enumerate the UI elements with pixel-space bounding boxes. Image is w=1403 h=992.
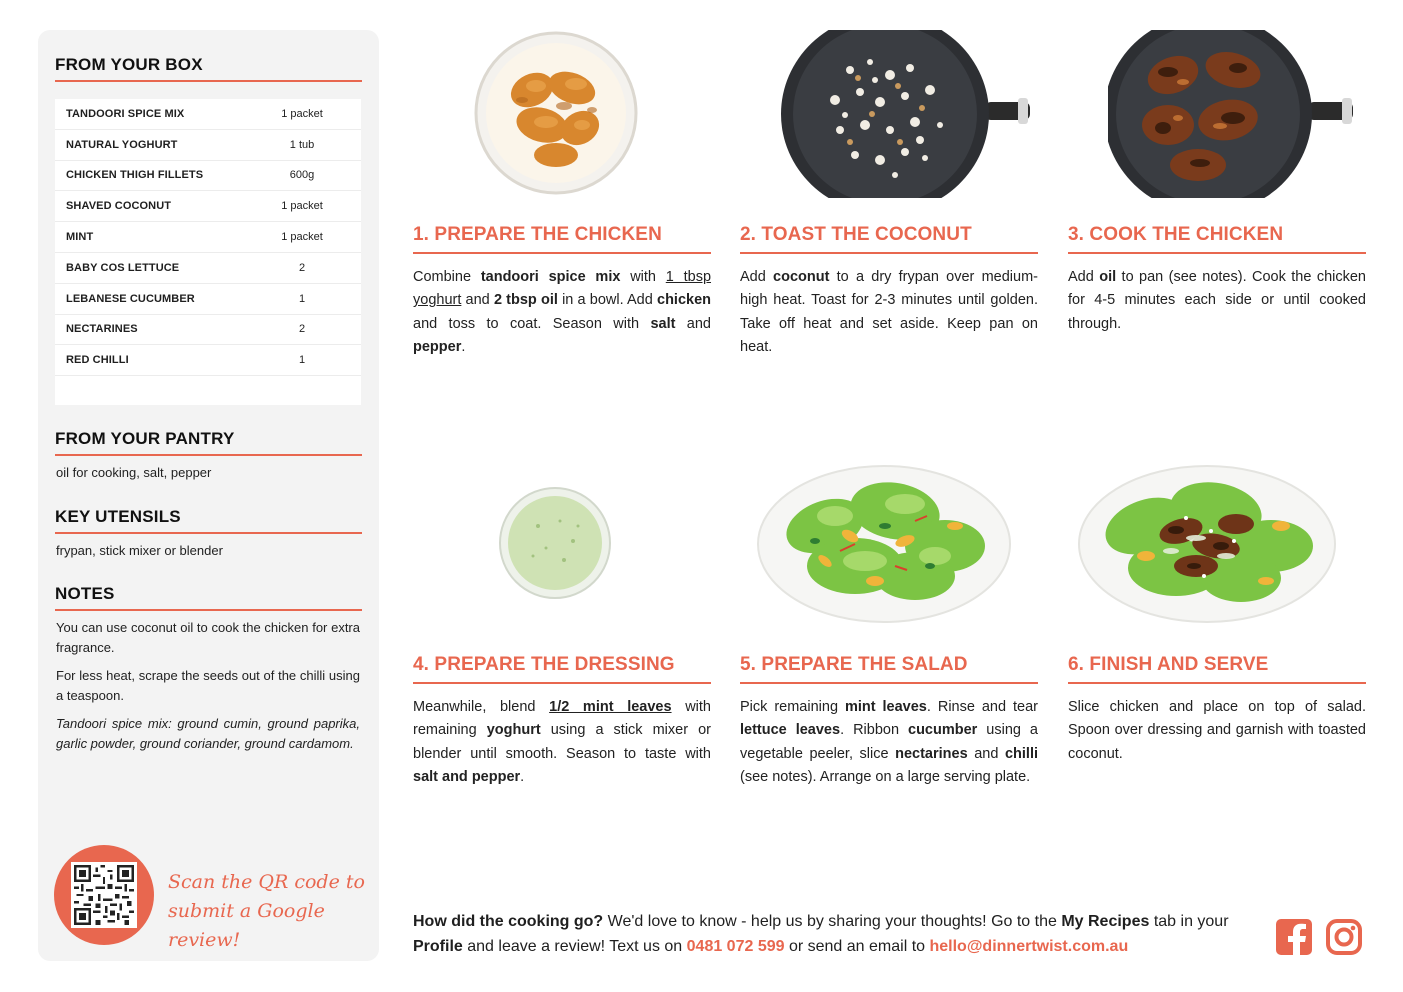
body-text: using a vegetable peeler, slice [740,722,1038,762]
frypan-coconut-image [780,30,1032,198]
body-text: . Rinse and tear [926,699,1038,715]
ingredient-qty: 2 [298,261,306,274]
step-5-body [740,696,1038,790]
table-row [55,222,361,253]
body-text: (see notes). Arrange on a large serving plate. [740,769,1031,786]
ingredient-name: NATURAL YOGHURT [66,138,178,151]
table-row [55,315,361,346]
phone-link[interactable]: 0481 072 599 [686,938,785,955]
finished-dish-image [1076,456,1338,626]
underlined-text [549,699,671,715]
body-text: Add [740,269,774,285]
step-1-title: 1. PREPARE THE CHICKEN [413,224,711,254]
body-text: . Ribbon [840,722,908,739]
ingredients-table [55,99,361,405]
key-utensils-heading: KEY UTENSILS [55,507,362,534]
step-6-body [1068,696,1366,766]
ingredient-name: RED CHILLI [66,354,129,367]
bold-text: salt and pepper [413,769,521,786]
qr-caption-line: Scan the QR code to [168,871,365,893]
note-item: For less heat, scrape the seeds out of the chilli using a teaspoon. [56,668,360,703]
body-text: with remaining [413,699,711,739]
ingredient-name: BABY COS LETTUCE [66,261,180,274]
ingredient-name: MINT [66,231,94,244]
ingredient-qty: 1 packet [281,200,323,213]
ingredient-qty: 1 tub [289,138,315,151]
footer-text: tab in your [1149,913,1229,930]
table-row [55,99,361,130]
table-row [55,161,361,192]
footer-text: and leave a review! Text us on [462,938,687,955]
frypan-chicken-image [1108,30,1360,198]
body-text: Add [1068,269,1100,285]
bold-text: tandoori spice mix [480,269,621,285]
marinated-chicken-bowl-image [472,30,640,196]
ingredient-name: NECTARINES [66,323,138,336]
ingredient-qty: 1 [298,354,306,367]
body-text: in a bowl. Add [557,292,657,309]
body-text: 1 tbsp yoghurt [413,269,712,309]
green-dressing-image [498,486,612,600]
ingredient-name: LEBANESE CUCUMBER [66,292,195,305]
body-text: Slice chicken and place on top of salad. Spoon over dressing and garnish with toasted coconut. [1068,699,1366,762]
body-text: using a stick mixer or blender until smooth. Season to taste with [413,722,711,762]
body-text: and toss to coat. Season with [413,315,651,332]
notes-heading: NOTES [55,584,362,611]
utensils-text: frypan, stick mixer or blender [56,543,223,558]
bold-text: nectarines [895,745,968,762]
bold-text: 1/2 mint leaves [549,699,672,715]
step-3-body [1068,266,1366,336]
step-2-title: 2. TOAST THE COCONUT [740,224,1038,254]
table-row [55,191,361,222]
from-your-pantry-heading: FROM YOUR PANTRY [55,429,362,456]
body-text: and [461,292,494,309]
body-text: and [675,315,711,332]
bold-text: cucumber [908,722,978,739]
instagram-icon[interactable] [1325,918,1363,956]
facebook-icon[interactable] [1275,918,1313,956]
note-item: Tandoori spice mix: ground cumin, ground paprika, garlic powder, ground coriander, ground cardamom. [56,716,360,751]
bold-text: lettuce leaves [740,722,841,739]
ingredient-name: TANDOORI SPICE MIX [66,107,185,120]
salad-plate-image [755,456,1013,626]
body-text: Meanwhile, blend [413,699,550,715]
body-text: . [520,769,525,786]
table-row [55,345,361,376]
qr-caption [168,868,368,955]
footer-question: How did the cooking go? [413,913,604,930]
bold-text: 2 tbsp oil [493,292,558,309]
ingredient-qty: 1 packet [281,107,323,120]
bold-text: pepper [413,339,462,356]
step-3-title: 3. COOK THE CHICKEN [1068,224,1366,254]
body-text: to pan (see notes). Cook the chicken for 4-5 minutes each side or until cooked through. [1068,269,1366,332]
sidebar [38,30,379,961]
step-1-body [413,266,711,360]
footer-text: We'd love to know - help us by sharing your thoughts! Go to the [603,913,1062,930]
body-text: . [461,339,466,356]
note-item: You can use coconut oil to cook the chicken for extra fragrance. [56,620,360,655]
body-text: and [967,745,1005,762]
email-link[interactable]: hello@dinnertwist.com.au [929,938,1129,955]
review-footer [413,909,1263,959]
qr-caption-line: submit a Google review! [168,900,325,951]
bold-text: coconut [773,269,830,285]
my-recipes-link[interactable]: My Recipes [1061,913,1150,930]
step-2-body [740,266,1038,360]
body-text: Pick remaining [740,699,845,715]
pantry-text: oil for cooking, salt, pepper [56,465,212,480]
ingredient-qty: 1 [298,292,306,305]
ingredient-qty: 2 [298,323,306,336]
notes-list [56,618,360,762]
step-6-title: 6. FINISH AND SERVE [1068,654,1366,684]
qr-code-badge[interactable] [54,845,154,945]
step-4-title: 4. PREPARE THE DRESSING [413,654,711,684]
bold-text: oil [1099,269,1117,285]
footer-text: or send an email to [784,938,930,955]
bold-text: yoghurt [486,722,541,739]
step-5-title: 5. PREPARE THE SALAD [740,654,1038,684]
body-text: with [620,269,666,285]
qr-code-icon[interactable] [71,862,137,928]
step-4-body [413,696,711,790]
table-row [55,284,361,315]
ingredient-name: CHICKEN THIGH FILLETS [66,169,204,182]
bold-text: mint leaves [844,699,927,715]
bold-text: salt [650,315,676,332]
ingredient-qty: 600g [289,169,315,182]
table-row [55,253,361,284]
bold-text: chilli [1004,745,1039,762]
body-text: to a dry frypan over medium-high heat. Toast for 2-3 minutes until golden. Take off heat and set aside. Keep pan on heat. [740,269,1038,356]
body-text: Combine [413,269,481,285]
bold-text: chicken [657,292,711,309]
table-row [55,130,361,161]
profile-link[interactable]: Profile [413,938,463,955]
from-your-box-heading: FROM YOUR BOX [55,55,362,82]
ingredient-qty: 1 packet [281,231,323,244]
ingredient-name: SHAVED COCONUT [66,200,172,213]
